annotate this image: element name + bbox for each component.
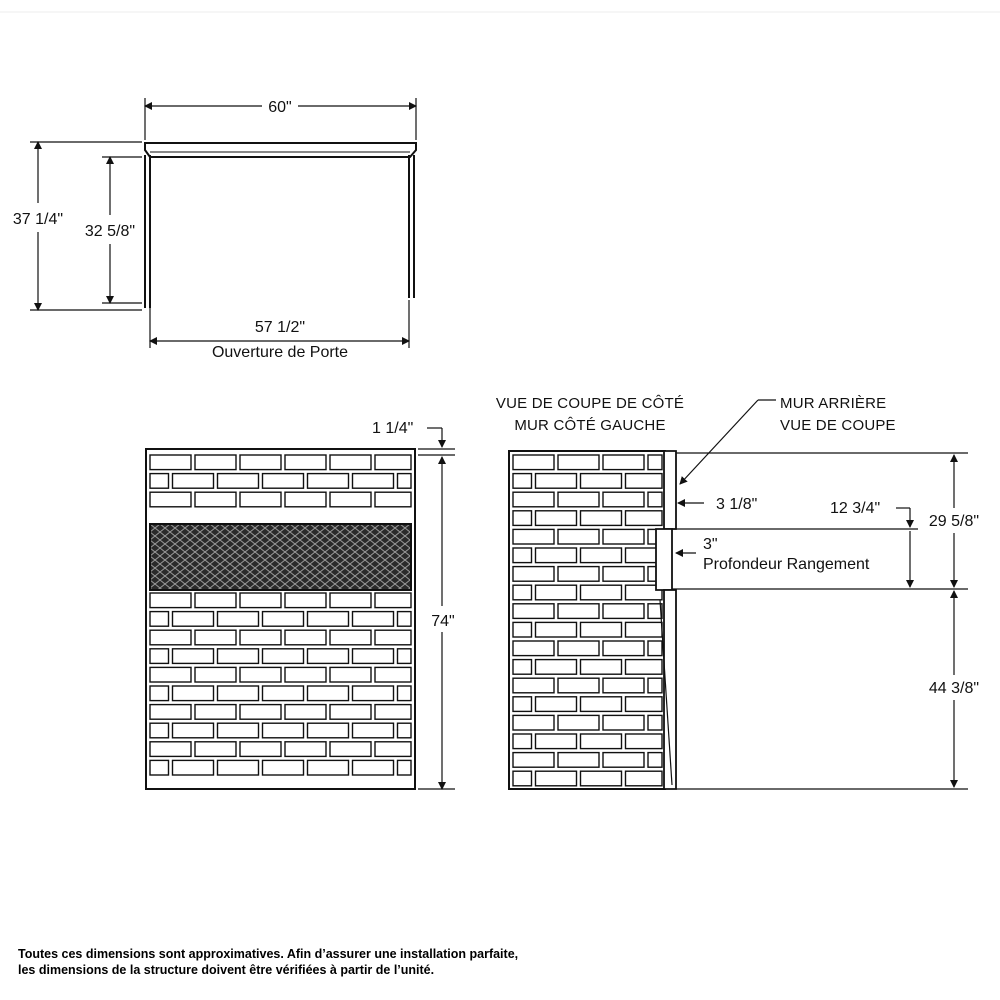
brick-tile	[285, 742, 326, 757]
brick-tile	[513, 660, 532, 675]
brick-tile	[263, 686, 304, 701]
brick-tile	[308, 686, 349, 701]
brick-tile	[150, 705, 191, 720]
brick-tile	[513, 567, 554, 582]
brick-tile	[330, 630, 371, 645]
depth-caption: Profondeur Rangement	[703, 556, 870, 573]
brick-tile	[263, 612, 304, 627]
brick-tile	[240, 492, 281, 507]
brick-tile	[195, 742, 236, 757]
brick-tile	[150, 492, 191, 507]
brick-tile	[603, 641, 644, 656]
brick-tile	[173, 612, 214, 627]
brick-tile	[581, 660, 622, 675]
brick-tile	[536, 697, 577, 712]
brick-tile	[626, 771, 663, 786]
side-title-line1: VUE DE COUPE DE CÔTÉ	[495, 395, 685, 412]
brick-tile	[536, 771, 577, 786]
brick-tile	[285, 492, 326, 507]
brick-tile	[558, 567, 599, 582]
brick-tile	[150, 649, 169, 664]
brick-tile	[558, 455, 599, 470]
brick-tile	[150, 667, 191, 682]
brick-tile	[513, 455, 554, 470]
brick-tile	[150, 742, 191, 757]
brick-tile	[285, 455, 326, 470]
brick-tile	[536, 511, 577, 526]
brick-tile	[375, 742, 411, 757]
brick-tile	[353, 686, 394, 701]
brick-tile	[626, 660, 663, 675]
brick-tile	[375, 630, 411, 645]
shelf-height-label: 12 3/4"	[830, 500, 881, 517]
brick-tile	[195, 667, 236, 682]
brick-tile	[285, 705, 326, 720]
brick-tile	[558, 641, 599, 656]
shelf-height-dimension	[896, 508, 910, 587]
brick-tile	[285, 667, 326, 682]
brick-tile	[195, 455, 236, 470]
brick-tile	[626, 697, 663, 712]
brick-tile	[398, 649, 412, 664]
brick-tile	[581, 548, 622, 563]
storage-shelf-texture	[150, 524, 411, 590]
brick-tile	[513, 474, 532, 489]
brick-tile	[536, 548, 577, 563]
brick-tile	[285, 630, 326, 645]
brick-tile	[558, 529, 599, 544]
brick-tile	[330, 742, 371, 757]
inner-height-label: 32 5/8"	[84, 223, 136, 240]
brick-tile	[398, 723, 412, 738]
brick-tile	[173, 474, 214, 489]
brick-tile	[513, 678, 554, 693]
brick-tile	[150, 760, 169, 775]
back-wall-leader	[680, 400, 776, 484]
brick-tile	[150, 630, 191, 645]
footnote-line2: les dimensions de la structure doivent être vérifiées à partir de l’unité.	[18, 963, 435, 977]
brick-tile	[603, 753, 644, 768]
brick-tile	[218, 612, 259, 627]
brick-tile	[603, 492, 644, 507]
brick-tile	[308, 649, 349, 664]
brick-tile	[375, 667, 411, 682]
brick-tile	[558, 604, 599, 619]
brick-tile	[603, 604, 644, 619]
brick-tile	[558, 753, 599, 768]
brick-tile	[150, 455, 191, 470]
brick-tile	[375, 492, 411, 507]
brick-tile	[240, 667, 281, 682]
brick-tile	[218, 723, 259, 738]
door-width-label: 57 1/2"	[254, 319, 306, 336]
brick-tile	[330, 593, 371, 608]
back-wall-title-line2: VUE DE COUPE	[780, 417, 896, 434]
brick-tile	[513, 734, 532, 749]
brick-tile	[626, 474, 663, 489]
brick-tile	[603, 455, 644, 470]
brick-tile	[173, 649, 214, 664]
brick-tile	[513, 697, 532, 712]
total-height-label: 74"	[431, 613, 455, 630]
brick-tile	[353, 723, 394, 738]
brick-tile	[398, 686, 412, 701]
upper-height-label: 29 5/8"	[928, 513, 980, 530]
brick-tile	[513, 622, 532, 637]
brick-tile	[150, 593, 191, 608]
brick-tile	[513, 753, 554, 768]
brick-tile	[330, 492, 371, 507]
brick-tile	[513, 511, 532, 526]
side-title-line2: MUR CÔTÉ GAUCHE	[514, 417, 666, 434]
brick-tile	[603, 715, 644, 730]
brick-tile	[150, 723, 169, 738]
brick-tile	[218, 760, 259, 775]
brick-tile	[150, 686, 169, 701]
lower-height-label: 44 3/8"	[928, 680, 980, 697]
brick-tile	[240, 742, 281, 757]
brick-tile	[648, 715, 662, 730]
brick-tile	[581, 697, 622, 712]
side-view	[496, 395, 979, 789]
footnote-line1: Toutes ces dimensions sont approximatives. Afin d’assurer une installation parfaite,	[18, 947, 519, 961]
brick-tile	[536, 660, 577, 675]
brick-tile	[353, 474, 394, 489]
brick-tile	[173, 723, 214, 738]
brick-tile	[581, 734, 622, 749]
width-label: 60"	[268, 99, 292, 116]
top-view	[13, 98, 416, 361]
front-view	[146, 420, 455, 789]
brick-tile	[536, 585, 577, 600]
brick-tile	[375, 593, 411, 608]
brick-tile	[353, 612, 394, 627]
brick-tile	[195, 492, 236, 507]
brick-tile	[581, 474, 622, 489]
brick-tile	[173, 686, 214, 701]
brick-tile	[513, 641, 554, 656]
depth-label: 3"	[703, 536, 718, 553]
brick-tile	[536, 474, 577, 489]
brick-tile	[240, 630, 281, 645]
brick-tile	[218, 686, 259, 701]
brick-tile	[603, 678, 644, 693]
brick-tile	[353, 649, 394, 664]
brick-tile	[240, 455, 281, 470]
brick-tile	[558, 715, 599, 730]
brick-tile	[308, 474, 349, 489]
top-view-outline	[145, 143, 416, 308]
brick-tile	[263, 474, 304, 489]
brick-tile	[240, 705, 281, 720]
door-caption: Ouverture de Porte	[211, 344, 349, 361]
brick-tile	[581, 622, 622, 637]
outer-height-label: 37 1/4"	[12, 211, 64, 228]
brick-tile	[513, 585, 532, 600]
brick-tile	[330, 455, 371, 470]
brick-tile	[581, 511, 622, 526]
brick-tile	[263, 649, 304, 664]
brick-tile	[648, 753, 662, 768]
top-offset-dimension	[418, 428, 455, 455]
brick-tile	[263, 723, 304, 738]
brick-tile	[308, 612, 349, 627]
brick-tile	[648, 641, 662, 656]
brick-tile	[308, 760, 349, 775]
brick-tile	[626, 622, 663, 637]
brick-tile	[240, 593, 281, 608]
brick-tile	[581, 771, 622, 786]
brick-tile	[648, 455, 662, 470]
brick-tile	[353, 760, 394, 775]
brick-tile	[513, 492, 554, 507]
brick-tile	[513, 715, 554, 730]
brick-tile	[375, 705, 411, 720]
brick-tile	[536, 622, 577, 637]
brick-tile	[398, 474, 412, 489]
top-offset-label: 1 1/4"	[372, 420, 414, 437]
brick-tile	[375, 455, 411, 470]
brick-tile	[648, 678, 662, 693]
brick-tile	[218, 474, 259, 489]
brick-tile	[513, 771, 532, 786]
brick-tile	[648, 492, 662, 507]
brick-tile	[150, 612, 169, 627]
brick-tile	[513, 529, 554, 544]
brick-tile	[308, 723, 349, 738]
brick-tile	[558, 678, 599, 693]
brick-tile	[603, 529, 644, 544]
brick-tile	[603, 567, 644, 582]
brick-tile	[581, 585, 622, 600]
brick-tile	[263, 760, 304, 775]
brick-tile	[513, 548, 532, 563]
brick-tile	[173, 760, 214, 775]
brick-tile	[626, 511, 663, 526]
brick-tile	[195, 593, 236, 608]
back-wall-title-line1: MUR ARRIÈRE	[780, 395, 887, 412]
brick-tile	[195, 705, 236, 720]
brick-tile	[285, 593, 326, 608]
brick-tile	[513, 604, 554, 619]
brick-tile	[536, 734, 577, 749]
brick-tile	[398, 760, 412, 775]
brick-tile	[218, 649, 259, 664]
brick-tile	[150, 474, 169, 489]
brick-tile	[195, 630, 236, 645]
brick-tile	[330, 705, 371, 720]
brick-tile	[398, 612, 412, 627]
brick-tile	[558, 492, 599, 507]
footnote	[18, 946, 978, 978]
brick-tile	[330, 667, 371, 682]
wall-thickness-label: 3 1/8"	[716, 496, 758, 513]
brick-tile	[626, 734, 663, 749]
